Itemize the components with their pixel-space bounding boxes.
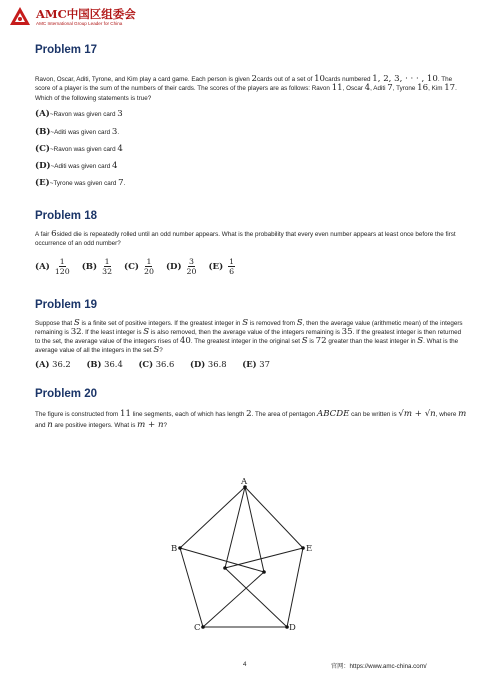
choice-19-b: (B) 36.4 [86,358,123,369]
choice-17-d: (D)~Aditi was given card 4 [35,161,118,172]
segment-e-inner-left [225,548,303,568]
segment-ed [287,548,303,627]
brand-name: AMC中国区组委会 [36,7,136,21]
choice-18-d: (D) $\frac{3}{20}$ [165,257,197,277]
page-number: 4 [243,661,247,668]
inner-right-dot [262,570,266,574]
choice-19-d: (D) 36.8 [190,358,227,369]
problem-20-statement: The figure is constructed from 11 line segments, each of which has length 2. The area of pentagon ABCDE can be written is √m + √n, where m and n are positive integers. What is m + n? [35,408,467,430]
problem-20-title: Problem 20 [35,387,97,400]
segment-d-inner-left [225,568,287,627]
choice-19-a: (A) 36.2 [35,358,71,369]
choice-18-b: (B) $\frac{1}{32}$ [81,257,113,277]
vertex-label-b: B [171,544,178,554]
vertex-e-dot [301,546,305,550]
choice-17-a: (A)~Ravon was given card 3 [35,109,123,120]
choice-17-b: (B)~Aditi was given card 3. [35,126,120,137]
problem-18-statement: A fair 6sided die is repeatedly rolled until an odd number appears. What is the probability that every even number appears at least once before the first occurrence of an odd number? [35,228,456,248]
segment-ab [180,487,245,548]
vertex-b-dot [178,546,182,550]
problem-17-title: Problem 17 [35,44,97,56]
vertex-label-d: D [289,623,296,633]
choice-19-e: (E) 37 [242,358,270,369]
inner-left-dot [223,566,227,570]
segment-c-inner-right [203,572,264,627]
choice-18-a: (A) $\frac{1}{120}$ [35,257,70,277]
vertex-label-a: A [241,477,248,487]
choice-19-c: (C) 36.6 [138,358,175,369]
choice-18-c: (C) $\frac{1}{20}$ [124,257,154,277]
segment-bc [180,548,203,627]
choice-17-e: (E)~Tyrone was given card 7. [35,178,126,189]
vertex-label-e: E [306,544,313,554]
problem-19-title: Problem 19 [35,298,97,311]
problem-18-title: Problem 18 [35,209,97,222]
segment-a-inner-right [245,487,264,572]
segment-ae [245,487,303,548]
segment-b-inner-right [180,548,264,572]
vertex-label-c: C [194,623,201,633]
problem-17-statement: Ravon, Oscar, Aditi, Tyrone, and Kim play a card game. Each person is given 2cards out of a set of 10cards numbered 1, 2, 3, · · · , 10. The score of a player is the sum of the numbers of their cards. The scores of the players are as follows: Ravon 11, Oscar 4, Aditi 7, Tyrone 16, Kim 17. Which of the following statements is true? [35,74,457,102]
vertex-c-dot [201,625,205,629]
choice-18-e: (E) $\frac{1}{6}$ [208,257,235,277]
segment-a-inner-left [225,487,245,568]
website-link[interactable]: 官网：https://www.amc-china.com/ [331,663,427,670]
choice-17-c: (C)~Ravon was given card 4 [35,143,123,154]
problem-19-statement: Suppose that S is a finite set of positive integers. If the greatest integer in S is removed from S, then the average value (arithmetic mean) of the integers remaining is 32. If the least integer is S is also removed, then the average value of the integers remaining is 35. If the greatest integer is then returned to the set, the average value of the integers rises of 40. The greatest integer in the original set S is 72 greater than the least integer in S. What is the average value of all the integers in the set S? [35,317,463,355]
brand-tagline: AMC International Group Leader for China [36,21,123,26]
